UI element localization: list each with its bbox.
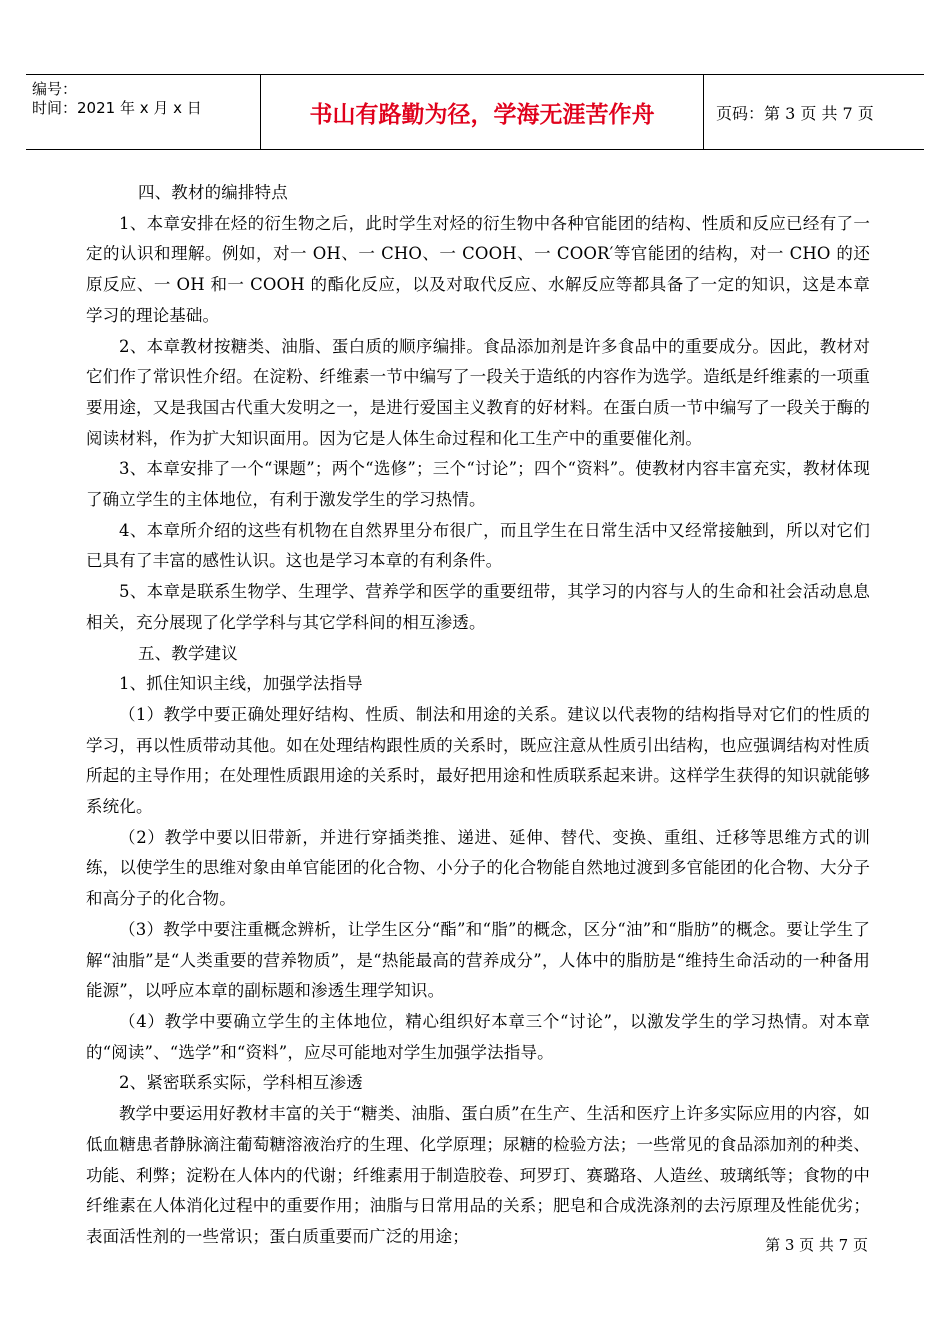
document-number-label: 编号： <box>32 80 78 98</box>
subsection-heading: 2、紧密联系实际，学科相互渗透 <box>119 1073 363 1093</box>
section-heading: 四、教材的编排特点 <box>138 183 288 202</box>
paragraph: （4）教学中要确立学生的主体地位，精心组织好本章三个“讨论”，以激发学生的学习热情。对本章的“阅读”、“选学”和“资料”，应尽可能地对学生加强学法指导。 <box>86 1011 870 1062</box>
document-body <box>86 178 870 1253</box>
paragraph: （3）教学中要注重概念辨析，让学生区分“酯”和“脂”的概念，区分“油”和“脂肪”的概念。要让学生了解“油脂”是“人类重要的营养物质”，是“热能最高的营养成分”，人体中的脂肪是“维持生命活动的一种备用能源”，以呼应本章的副标题和渗透生理学知识。 <box>86 919 870 1001</box>
page-header <box>26 74 924 150</box>
subsection-heading: 1、抓住知识主线，加强学法指导 <box>119 674 363 694</box>
paragraph: 5、本章是联系生物学、生理学、营养学和医学的重要纽带，其学习的内容与人的生命和社会活动息息相关，充分展现了化学学科与其它学科间的相互渗透。 <box>86 582 870 632</box>
document-time-label: 时间：2021 年 x 月 x 日 <box>32 99 202 117</box>
page-footer-number: 第 3 页 共 7 页 <box>765 1236 868 1254</box>
paragraph: 1、本章安排在烃的衍生物之后，此时学生对烃的衍生物中各种官能团的结构、性质和反应已经有了一定的认识和理解。例如，对一 OH、一 CHO、一 COOH、一 COOR′等官能团的结构，对一 CHO 的还原反应、一 OH 和一 COOH 的酯化反应，以及对取代反应、水解反应等都具备了一定的知识，这是本章学习的理论基础。 <box>86 213 870 325</box>
header-motto: 书山有路勤为径，学海无涯苦作舟 <box>260 75 704 149</box>
paragraph: 教学中要运用好教材丰富的关于“糖类、油脂、蛋白质”在生产、生活和医疗上许多实际应用的内容，如低血糖患者静脉滴注葡萄糖溶液治疗的生理、化学原理；尿糖的检验方法；一些常见的食品添加剂的种类、功能、利弊；淀粉在人体内的代谢；纤维素用于制造胶卷、珂罗玎、赛璐珞、人造丝、玻璃纸等；食物的中纤维素在人体消化过程中的重要作用；油脂与日常用品的关系；肥皂和合成洗涤剂的去污原理及性能优劣；表面活性剂的一些常识；蛋白质重要而广泛的用途； <box>86 1104 870 1246</box>
header-meta <box>32 80 202 118</box>
paragraph: （1）教学中要正确处理好结构、性质、制法和用途的关系。建议以代表物的结构指导对它们的性质的学习，再以性质带动其他。如在处理结构跟性质的关系时，既应注意从性质引出结构，也应强调结构对性质所起的主导作用；在处理性质跟用途的关系时，最好把用途和性质联系起来讲。这样学生获得的知识就能够系统化。 <box>86 704 870 817</box>
paragraph: 2、本章教材按糖类、油脂、蛋白质的顺序编排。食品添加剂是许多食品中的重要成分。因此，教材对它们作了常识性介绍。在淀粉、纤维素一节中编写了一段关于造纸的内容作为选学。造纸是纤维素的一项重要用途，又是我国古代重大发明之一，是进行爱国主义教育的好材料。在蛋白质一节中编写了一段关于酶的阅读材料，作为扩大知识面用。因为它是人体生命过程和化工生产中的重要催化剂。 <box>86 336 870 448</box>
paragraph: 3、本章安排了一个“课题”；两个“选修”；三个“讨论”；四个“资料”。使教材内容丰富充实，教材体现了确立学生的主体地位，有利于激发学生的学习热情。 <box>86 459 870 510</box>
paragraph: （2）教学中要以旧带新，并进行穿插类推、递进、延伸、替代、变换、重组、迁移等思维方式的训练，以使学生的思维对象由单官能团的化合物、小分子的化合物能自然地过渡到多官能团的化合物、大分子和高分子的化合物。 <box>86 827 870 909</box>
section-heading: 五、教学建议 <box>138 643 238 663</box>
paragraph: 4、本章所介绍的这些有机物在自然界里分布很广，而且学生在日常生活中又经常接触到，所以对它们已具有了丰富的感性认识。这也是学习本章的有利条件。 <box>86 520 870 571</box>
header-page-code: 页码：第 3 页 共 7 页 <box>716 103 874 123</box>
